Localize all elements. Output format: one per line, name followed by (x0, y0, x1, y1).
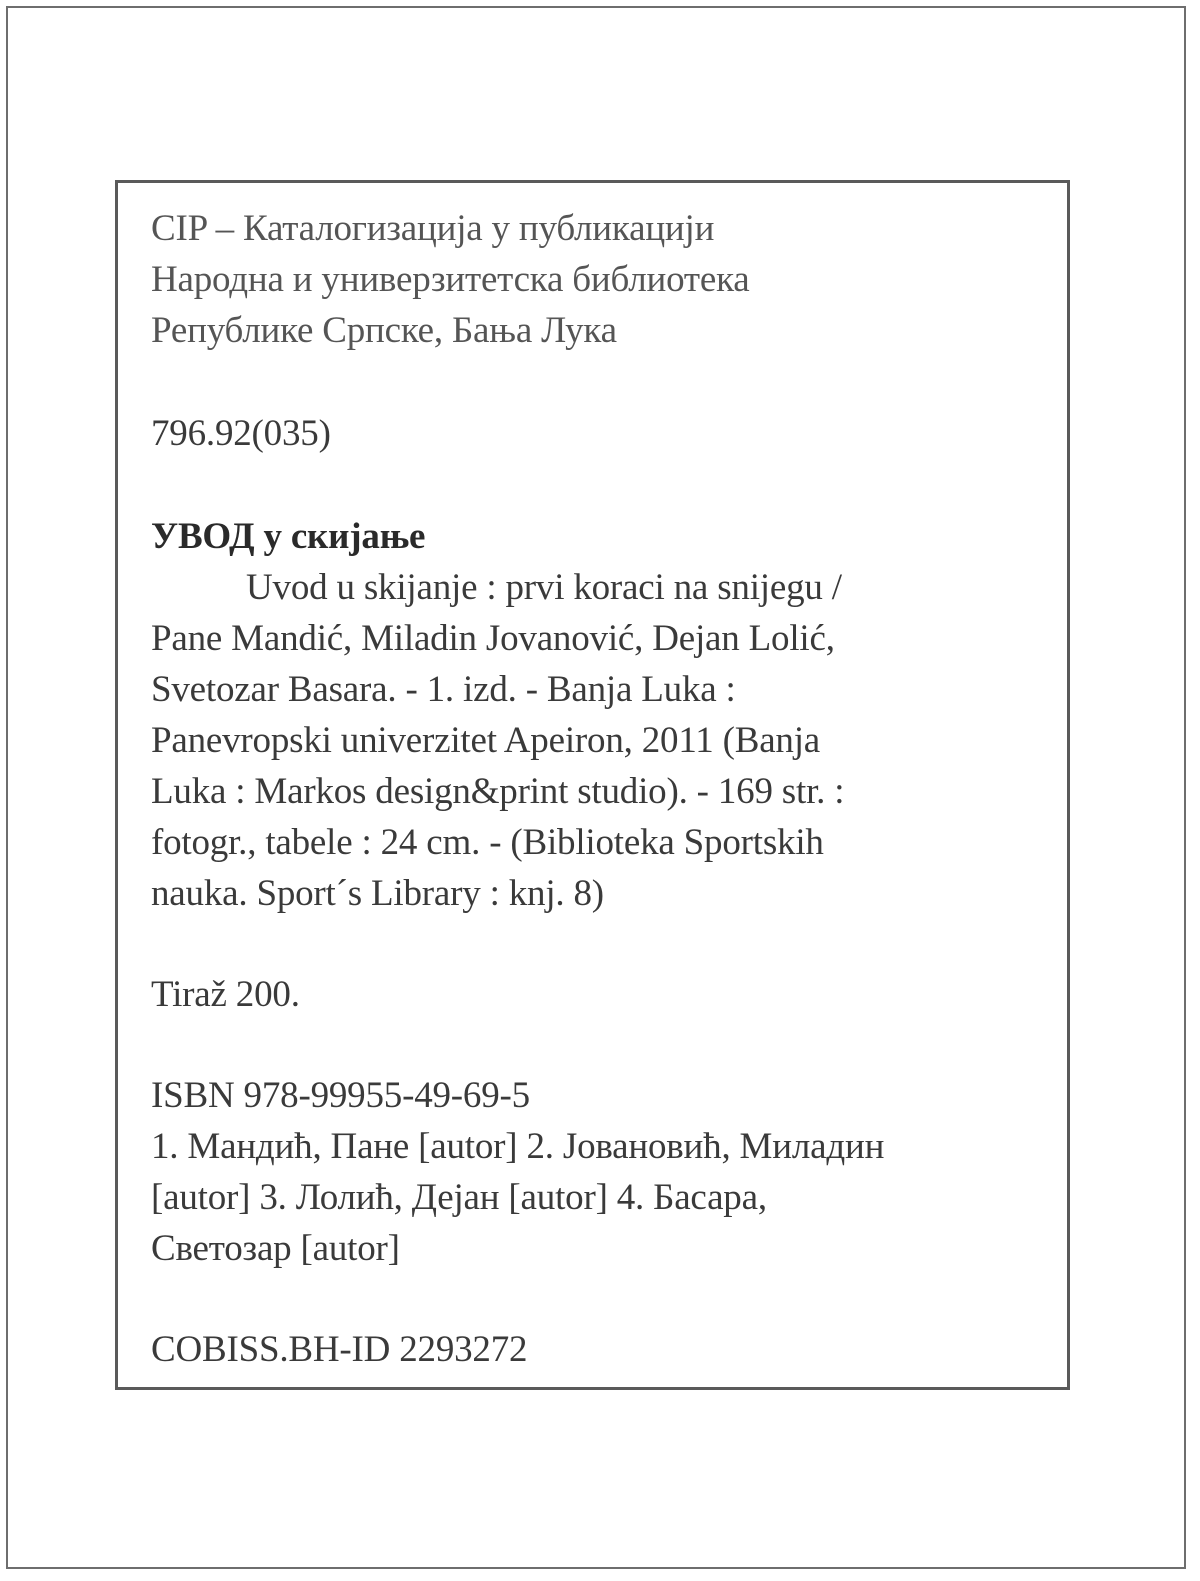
cip-record-box (115, 180, 1070, 1390)
cobiss-id: COBISS.BH-ID 2293272 (151, 1329, 528, 1370)
page-frame (6, 6, 1186, 1569)
bibliographic-description (151, 562, 1067, 919)
spacer (151, 919, 1067, 969)
spacer (151, 459, 1067, 511)
description-line-5: Luka : Markos design&print studio). - 169 str. : (151, 771, 845, 812)
isbn: ISBN 978-99955-49-69-5 (151, 1075, 530, 1116)
record-title: УВОД у скијање (151, 516, 426, 557)
author-line-2: [autor] 3. Лолић, Дејан [autor] 4. Басара, (151, 1177, 767, 1218)
description-line-3: Svetozar Basara. - 1. izd. - Banja Luka : (151, 669, 736, 710)
cip-header-line-3: Републике Српске, Бања Лука (151, 310, 617, 351)
spacer (151, 1020, 1067, 1070)
cip-header-line-2: Народна и универзитетска библиотека (151, 259, 750, 300)
description-line-2: Pane Mandić, Miladin Jovanović, Dejan Lolić, (151, 618, 835, 659)
spacer (151, 1274, 1067, 1324)
cip-header-line-1: CIP – Каталогизација у публикацији (151, 208, 715, 249)
description-line-4: Panevropski univerzitet Apeiron, 2011 (Banja (151, 720, 821, 761)
cip-header (151, 203, 1067, 356)
spacer (151, 356, 1067, 408)
description-line-7: nauka. Sport´s Library : knj. 8) (151, 873, 604, 914)
print-run: Tiraž 200. (151, 974, 300, 1015)
description-line-1: Uvod u skijanje : prvi koraci na snijegu / (246, 567, 842, 608)
udc-code: 796.92(035) (151, 413, 331, 454)
author-line-3: Светозар [autor] (151, 1228, 400, 1269)
description-line-6: fotogr., tabele : 24 cm. - (Biblioteka Sportskih (151, 822, 824, 863)
author-index (151, 1121, 1067, 1274)
author-line-1: 1. Мандић, Пане [autor] 2. Јовановић, Миладин (151, 1126, 885, 1167)
